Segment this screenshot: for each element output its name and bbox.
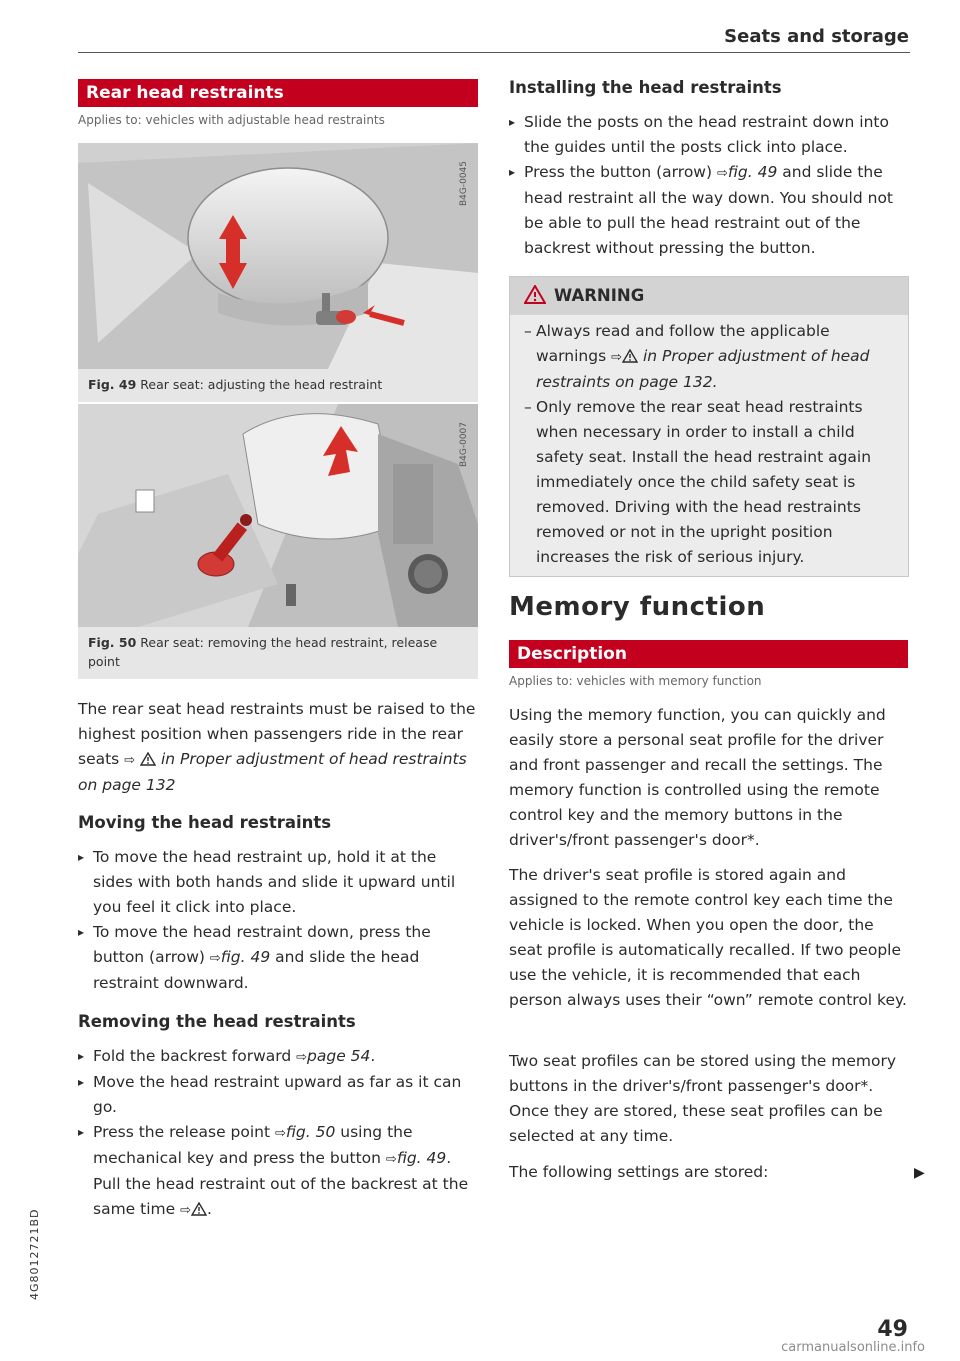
memory-paragraph-4: The following settings are stored: bbox=[509, 1163, 769, 1181]
memory-applies-note: Applies to: vehicles with memory function bbox=[509, 674, 762, 688]
figure-49-label: Fig. 49 bbox=[88, 377, 137, 392]
continue-arrow-icon: ▶ bbox=[914, 1165, 925, 1181]
moving-steps bbox=[78, 845, 473, 996]
warning-item-1-text: Always read and follow the applicable warnings bbox=[536, 322, 830, 365]
head-restraint-removal-illustration bbox=[78, 404, 478, 627]
reference-arrow-icon: ⇨ bbox=[385, 1152, 397, 1167]
figure-code-49: B4G-0045 bbox=[459, 161, 469, 207]
warning-triangle-icon bbox=[140, 752, 156, 766]
document-code: 4G8012721BD bbox=[28, 1208, 41, 1300]
figure-49 bbox=[78, 143, 478, 402]
rear-head-restraints-title: Rear head restraints bbox=[78, 79, 478, 107]
installing-heading: Installing the head restraints bbox=[509, 78, 782, 97]
warning-box bbox=[509, 276, 909, 577]
removing-step-3 bbox=[78, 1120, 478, 1223]
figure-50-label: Fig. 50 bbox=[88, 635, 137, 650]
removing-step-1-text: Fold the backrest forward bbox=[93, 1047, 292, 1065]
removing-step-3-text: Press the release point bbox=[93, 1123, 271, 1141]
figure-49-caption bbox=[78, 369, 478, 402]
intro-paragraph bbox=[78, 697, 476, 798]
fig-50-link[interactable]: fig. 50 bbox=[285, 1123, 336, 1141]
description-title: Description bbox=[509, 640, 908, 668]
applies-to-note: Applies to: vehicles with adjustable head restraints bbox=[78, 113, 385, 127]
warning-item-1 bbox=[524, 319, 898, 395]
memory-paragraph-2: The driver's seat profile is stored again and assigned to the remote control key each time the vehicle is locked. When you open the door, the seat profile is automatically recalled. If two people use the vehicle, it is recommended that each person always uses their “own” remote control key. bbox=[509, 866, 907, 1009]
warning-title: WARNING bbox=[554, 286, 645, 305]
removing-step-3-text-mid: using the mechanical key and press the button bbox=[93, 1123, 413, 1167]
memory-paragraph-3: Two seat profiles can be stored using the memory buttons in the driver's/front passenger's door*. Once they are stored, these seat profiles can be selected at any time. bbox=[509, 1052, 897, 1145]
installing-steps bbox=[509, 110, 909, 261]
reference-arrow-icon: ⇨ bbox=[296, 1050, 308, 1065]
fig-49-link[interactable]: fig. 49 bbox=[220, 948, 271, 966]
removing-steps bbox=[78, 1044, 478, 1223]
moving-step-1: ▸ To move the head restraint up, hold it at the sides with both hands and slide it upward until you feel it click into place. bbox=[78, 845, 473, 920]
section-title: Seats and storage bbox=[724, 26, 909, 47]
removing-step-1 bbox=[78, 1044, 478, 1070]
warning-reference-link[interactable]: in Proper adjustment of head restraints on page 132. bbox=[536, 347, 870, 391]
intro-reference-link[interactable]: in Proper adjustment of head restraints on page 132 bbox=[78, 750, 467, 794]
moving-heading: Moving the head restraints bbox=[78, 813, 332, 832]
reference-arrow-icon: ⇨ bbox=[124, 753, 136, 768]
reference-arrow-icon: ⇨ bbox=[180, 1203, 191, 1218]
figure-50-caption-text: Rear seat: removing the head restraint, release point bbox=[88, 635, 438, 669]
memory-paragraph-1: Using the memory function, you can quickly and easily store a personal seat profile for the driver and front passenger and recall the settings. The memory function is controlled using the remote control key and the memory buttons in the driver's/front passenger's door*. bbox=[509, 706, 886, 849]
removing-step-3-period: . bbox=[207, 1200, 212, 1218]
figure-50-caption bbox=[78, 627, 463, 679]
fig-49-link[interactable]: fig. 49 bbox=[727, 163, 778, 181]
removing-step-3-text-end: . Pull the head restraint out of the backrest at the same time bbox=[93, 1149, 469, 1218]
page-number: 49 bbox=[877, 1317, 908, 1342]
warning-item-2: – Only remove the rear seat head restraints when necessary in order to install a child safety seat. Install the head restraint again immediately once the child safety seat is removed. Driving with the head restraints removed or not in the upright position increases the risk of serious injury. bbox=[524, 395, 898, 570]
header-rule bbox=[78, 52, 910, 53]
reference-arrow-icon: ⇨ bbox=[275, 1126, 286, 1141]
figure-49-caption-text: Rear seat: adjusting the head restraint bbox=[140, 377, 383, 392]
reference-arrow-icon: ⇨ bbox=[611, 350, 622, 365]
reference-arrow-icon: ⇨ bbox=[209, 951, 221, 966]
installing-step-2-text-end: and slide the head restraint all the way down. You should not be able to pull the head restraint out of the backrest without pressing the button. bbox=[524, 163, 894, 257]
removing-step-2: ▸ Move the head restraint upward as far as it can go. bbox=[78, 1070, 478, 1120]
watermark: carmanualsonline.info bbox=[781, 1340, 925, 1355]
memory-function-heading: Memory function bbox=[509, 592, 766, 622]
page-54-link[interactable]: page 54 bbox=[307, 1047, 371, 1065]
warning-list bbox=[510, 315, 908, 576]
installing-step-2 bbox=[509, 160, 909, 261]
warning-triangle-icon bbox=[622, 349, 638, 363]
figure-code-50: B4G-0007 bbox=[459, 422, 469, 468]
warning-header bbox=[510, 277, 908, 315]
head-restraint-adjust-illustration bbox=[78, 143, 478, 369]
moving-step-2-text: To move the head restraint down, press the button (arrow) bbox=[93, 923, 431, 966]
warning-triangle-icon bbox=[524, 285, 546, 304]
removing-step-1-end: . bbox=[370, 1047, 376, 1065]
installing-step-2-text: Press the button (arrow) bbox=[524, 163, 713, 181]
removing-heading: Removing the head restraints bbox=[78, 1012, 356, 1031]
warning-triangle-icon[interactable] bbox=[191, 1202, 207, 1216]
intro-text: The rear seat head restraints must be raised to the highest position when passengers ride in the rear seats bbox=[78, 700, 476, 768]
installing-step-1: ▸ Slide the posts on the head restraint down into the guides until the posts click into place. bbox=[509, 110, 909, 160]
reference-arrow-icon: ⇨ bbox=[716, 166, 728, 181]
fig-49-link[interactable]: fig. 49 bbox=[396, 1149, 447, 1167]
moving-step-2 bbox=[78, 920, 473, 996]
figure-50 bbox=[78, 404, 478, 679]
moving-step-2-text-end: and slide the head restraint downward. bbox=[93, 948, 420, 992]
